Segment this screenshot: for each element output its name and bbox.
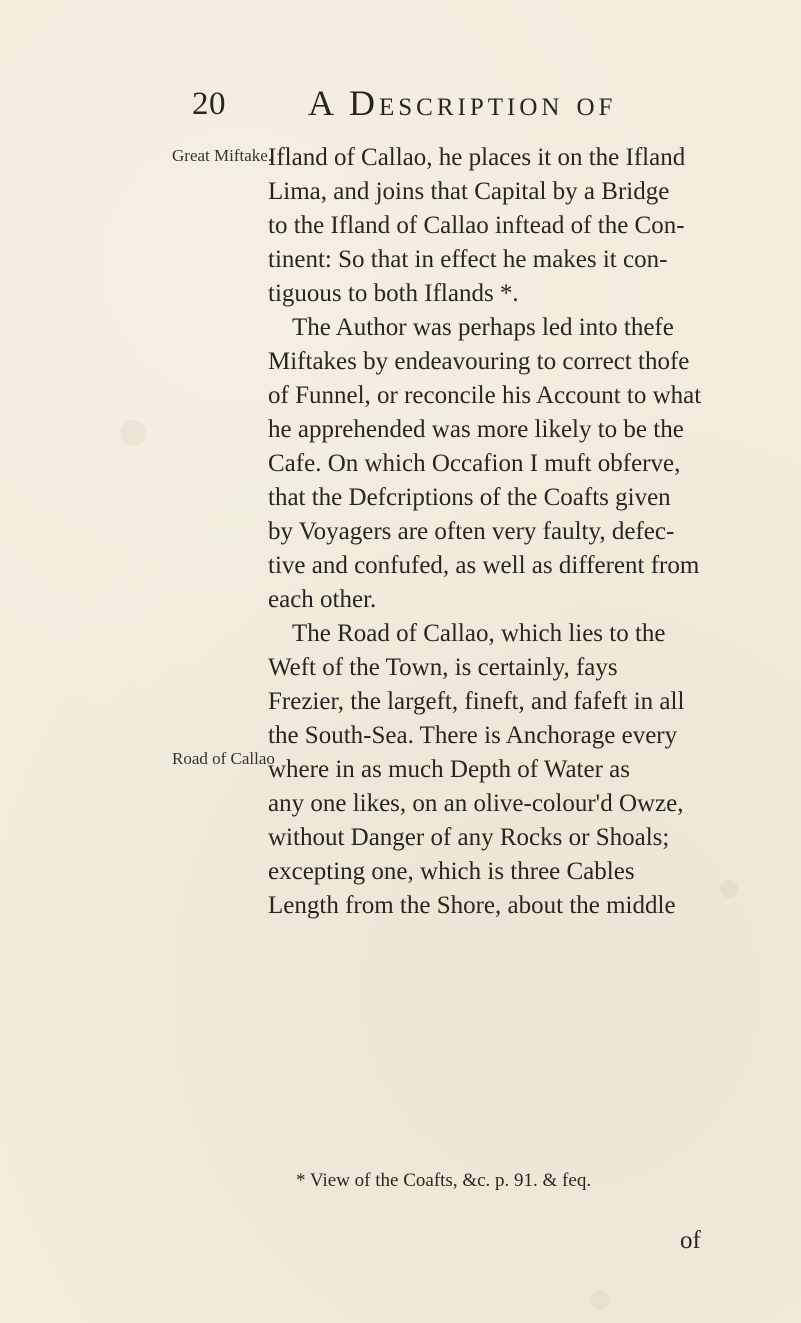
text-line: tiguous to both Iflands *. [268,280,519,307]
text-line: tive and confufed, as well as different from [268,552,700,579]
text-line: the South-Sea. There is Anchorage every [268,722,678,749]
paper-spot [590,1290,610,1310]
page-number: 20 [192,86,226,122]
text-line: Cafe. On which Occafion I muft obferve, [268,450,681,477]
text-line: Length from the Shore, about the middle [268,892,676,919]
text-line: to the Ifland of Callao inftead of the Con- [268,212,685,239]
catchword: of [680,1227,701,1254]
text-line: by Voyagers are often very faulty, defec- [268,518,675,545]
text-line: Lima, and joins that Capital by a Bridge [268,178,670,205]
footnote: * View of the Coafts, &c. p. 91. & feq. [296,1170,592,1191]
main-text [268,141,708,923]
text-line: of Funnel, or reconcile his Account to what [268,382,702,409]
text-line: Weft of the Town, is certainly, fays [268,654,618,681]
text-line: Frezier, the largeft, fineft, and fafeft in all [268,688,685,715]
text-line: where in as much Depth of Water as [268,756,630,783]
text-line: that the Defcriptions of the Coafts given [268,484,671,511]
paper-spot [120,420,146,446]
page-header [192,82,712,128]
margin-note-great-mistake: Great Miftake. [172,146,273,165]
text-line: he apprehended was more likely to be the [268,416,684,443]
text-line: excepting one, which is three Cables [268,858,635,885]
text-line: without Danger of any Rocks or Shoals; [268,824,670,851]
text-line: tinent: So that in effect he makes it con- [268,246,668,273]
text-line: any one likes, on an olive-colour'd Owze, [268,790,684,817]
paper-spot [720,880,738,898]
text-line: Miftakes by endeavouring to correct thofe [268,348,690,375]
text-line: each other. [268,586,377,613]
margin-note-road-of-callao: Road of Callao [172,749,275,768]
text-line: The Author was perhaps led into thefe [292,314,674,341]
text-line: Ifland of Callao, he places it on the Ifland [268,144,686,171]
running-head: A Description of [308,83,617,123]
text-line: The Road of Callao, which lies to the [292,620,666,647]
